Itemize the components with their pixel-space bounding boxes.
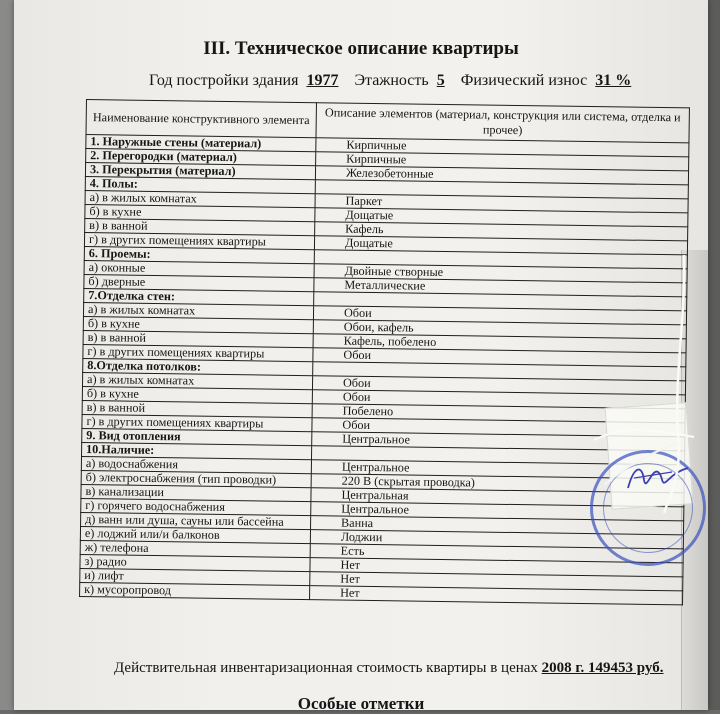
element-description-cell: Дощатые: [315, 208, 688, 227]
element-description-cell: Центральное: [311, 502, 684, 521]
element-description-cell: Побелено: [312, 404, 685, 423]
element-description-cell: 220 В (скрытая проводка): [311, 474, 684, 493]
element-name-cell: в) в ванной: [82, 400, 312, 417]
element-description-cell: Нет: [310, 586, 683, 605]
element-description-cell: Кафель, побелено: [313, 334, 686, 353]
year-label: Год постройки здания: [149, 72, 299, 89]
element-name-cell: ж) телефона: [80, 540, 310, 557]
element-name-cell: е) лоджий или/и балконов: [80, 526, 310, 543]
element-name-cell: 3. Перекрытия (материал): [85, 163, 315, 180]
element-description-cell: Обои: [312, 418, 685, 437]
element-description-cell: Нет: [310, 572, 683, 591]
element-description-cell: Кирпичные: [316, 138, 689, 157]
floors-value: 5: [436, 72, 445, 89]
element-name-cell: б) в кухне: [83, 316, 313, 333]
element-name-cell: г) в других помещениях квартиры: [84, 232, 314, 249]
element-name-cell: б) в кухне: [85, 204, 315, 221]
element-description-cell: Обои: [313, 306, 686, 325]
binding-thread: [574, 255, 704, 515]
year-value: 1977: [306, 72, 339, 89]
element-name-cell: 1. Наружные стены (материал): [86, 135, 316, 152]
element-name-cell: и) лифт: [80, 568, 310, 585]
notes-heading: Особые отметки: [297, 694, 425, 713]
element-name-cell: 6. Проемы:: [84, 246, 314, 263]
element-name-cell: з) радио: [80, 554, 310, 571]
element-name-cell: 7.Отделка стен:: [84, 288, 314, 305]
page-title: III. Техническое описание квартиры: [203, 38, 519, 59]
header-element-name: Наименование конструктивного элемента: [86, 100, 316, 138]
element-description-cell: Обои, кафель: [313, 320, 686, 339]
wear-value: 31 %: [595, 72, 632, 89]
element-name-cell: 9. Вид отопления: [82, 428, 312, 445]
element-name-cell: а) водоснабжения: [81, 456, 311, 473]
element-description-cell: Центральное: [312, 432, 685, 451]
element-description-cell: Ванна: [311, 516, 684, 535]
element-name-cell: г) горячего водоснабжения: [81, 498, 311, 515]
floors-label: Этажность: [354, 72, 429, 89]
inventory-value: [114, 660, 664, 677]
element-name-cell: б) дверные: [84, 274, 314, 291]
element-description-cell: Кафель: [315, 222, 688, 241]
element-name-cell: б) электроснабжения (тип проводки): [81, 470, 311, 487]
inventory-value-amount: 2008 г. 149453 руб.: [541, 660, 664, 676]
element-name-cell: г) в других помещениях квартиры: [83, 344, 313, 361]
element-description-cell: Обои: [312, 376, 685, 395]
element-name-cell: в) в ванной: [83, 330, 313, 347]
element-description-cell: Железобетонные: [315, 166, 688, 185]
element-description-cell: Кирпичные: [316, 152, 689, 171]
element-name-cell: д) ванн или душа, сауны или бассейна: [81, 512, 311, 529]
element-name-cell: в) в ванной: [85, 218, 315, 235]
element-name-cell: 2. Перегородки (материал): [86, 149, 316, 166]
element-name-cell: а) в жилых комнатах: [85, 190, 315, 207]
element-description-cell: Центральное: [311, 460, 684, 479]
element-name-cell: а) в жилых комнатах: [82, 372, 312, 389]
element-description-cell: Нет: [310, 558, 683, 577]
element-description-cell: Паркет: [315, 194, 688, 213]
element-description-cell: Лоджии: [310, 530, 683, 549]
element-description-cell: Есть: [310, 544, 683, 563]
element-name-cell: а) в жилых комнатах: [83, 302, 313, 319]
header-element-description: Описание элементов (материал, конструкция или система, отделка и прочее): [316, 103, 689, 143]
element-name-cell: 8.Отделка потолков:: [83, 358, 313, 375]
element-name-cell: в) канализации: [81, 484, 311, 501]
element-name-cell: б) в кухне: [82, 386, 312, 403]
element-description-cell: Обои: [312, 390, 685, 409]
element-name-cell: г) в других помещениях квартиры: [82, 414, 312, 431]
element-description-cell: Обои: [313, 348, 686, 367]
element-description-cell: Металлические: [314, 278, 687, 297]
wear-label: Физический износ: [460, 72, 588, 89]
element-description-cell: Двойные створные: [314, 264, 687, 283]
element-description-cell: Дощатые: [314, 236, 687, 255]
element-description-cell: Центральная: [311, 488, 684, 507]
element-name-cell: к) мусоропровод: [80, 582, 310, 599]
building-meta: [149, 72, 635, 90]
element-name-cell: 4. Полы:: [85, 176, 315, 193]
element-name-cell: 10.Наличие:: [82, 442, 312, 459]
element-name-cell: а) оконные: [84, 260, 314, 277]
document-page: [14, 0, 708, 713]
inventory-value-label: Действительная инвентаризационная стоимость квартиры в ценах: [114, 660, 538, 676]
